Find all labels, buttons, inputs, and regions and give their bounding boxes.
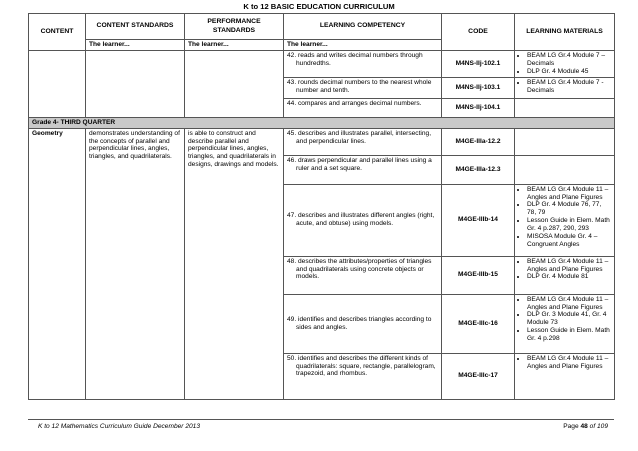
- learner-label-ps: The learner...: [185, 40, 284, 51]
- materials-cell: [515, 294, 615, 353]
- code-cell: M4NS-IIj-102.1: [442, 51, 515, 78]
- table-row: [29, 128, 615, 155]
- code-cell: M4GE-IIIa-12.3: [442, 155, 515, 184]
- material-item: • BEAM LG Gr.4 Module 11 – Angles and Plane Figures: [527, 258, 611, 274]
- materials-cell: [515, 256, 615, 294]
- footer-guide-title: K to 12 Mathematics Curriculum Guide December 2013: [38, 423, 200, 430]
- materials-cell: [515, 51, 615, 78]
- material-item: • BEAM LG Gr.4 Module 11 – Angles and Plane Figures: [527, 296, 611, 312]
- page-title: K to 12 BASIC EDUCATION CURRICULUM: [243, 2, 395, 11]
- competency-cell: 47. describes and illustrates different angles (right, acute, and obtuse) using models.: [284, 184, 442, 256]
- curriculum-table: [28, 13, 615, 400]
- code-cell: M4GE-IIIc-17: [442, 353, 515, 399]
- learner-label-cs: The learner...: [86, 40, 185, 51]
- material-item: • BEAM LG Gr.4 Module 11 – Angles and Plane Figures: [527, 186, 611, 202]
- material-item: • DLP Gr. 4 Module 81: [527, 273, 611, 281]
- empty-cell: [185, 51, 284, 118]
- page-total: of 109: [589, 423, 608, 430]
- empty-cell: [86, 51, 185, 118]
- material-item: • DLP Gr. 3 Module 41, Gr. 4 Module 73: [527, 311, 611, 327]
- footer-divider: [28, 419, 614, 420]
- materials-cell: [515, 155, 615, 184]
- materials-cell: [515, 184, 615, 256]
- competency-cell: 46. draws perpendicular and parallel lines using a ruler and a set square.: [284, 155, 442, 184]
- material-item: • BEAM LG Gr.4 Module 7 – Decimals: [527, 52, 611, 68]
- competency-cell: 45. describes and illustrates parallel, intersecting, and perpendicular lines.: [284, 128, 442, 155]
- material-item: • Lesson Guide in Elem. Math Gr. 4 p.287, 290, 293: [527, 217, 611, 233]
- material-item: • DLP Gr. 4 Module 45: [527, 68, 611, 76]
- page-word: Page: [563, 423, 579, 430]
- learner-label-lc: The learner...: [284, 40, 442, 51]
- code-cell: M4GE-IIIb-15: [442, 256, 515, 294]
- code-cell: M4GE-IIIc-16: [442, 294, 515, 353]
- materials-cell: [515, 128, 615, 155]
- table-row: [29, 51, 615, 78]
- header-content-standards: CONTENT STANDARDS: [86, 14, 185, 40]
- material-item: • DLP Gr. 4 Module 76, 77, 78, 79: [527, 201, 611, 217]
- material-item: • Lesson Guide in Elem. Math Gr. 4 p.298: [527, 327, 611, 343]
- material-item: • BEAM LG Gr.4 Module 11 – Angles and Plane Figures: [527, 355, 611, 371]
- materials-cell: [515, 98, 615, 117]
- header-learning-competency: LEARNING COMPETENCY: [284, 14, 442, 40]
- header-learning-materials: LEARNING MATERIALS: [515, 14, 615, 51]
- competency-cell: 42. reads and writes decimal numbers through hundredths.: [284, 51, 442, 78]
- materials-cell: [515, 77, 615, 98]
- header-performance-standards: PERFORMANCE STANDARDS: [185, 14, 284, 40]
- code-cell: M4GE-IIIa-12.2: [442, 128, 515, 155]
- header-content: CONTENT: [29, 14, 86, 51]
- code-cell: M4NS-IIj-104.1: [442, 98, 515, 117]
- quarter-row: [29, 117, 615, 128]
- performance-standard-cell: is able to construct and describe parallel and perpendicular lines, angles, triangles, and quadrilaterals in designs, drawings and models.: [185, 128, 284, 399]
- content-standard-cell: demonstrates understanding of the concepts of parallel and perpendicular lines, angles, triangles, and quadrilaterals.: [86, 128, 185, 399]
- competency-cell: 49. identifies and describes triangles according to sides and angles.: [284, 294, 442, 353]
- competency-cell: 44. compares and arranges decimal numbers.: [284, 98, 442, 117]
- header-code: CODE: [442, 14, 515, 51]
- materials-cell: [515, 353, 615, 399]
- content-geometry: Geometry: [29, 128, 86, 399]
- competency-cell: 48. describes the attributes/properties of triangles and quadrilaterals using concrete objects or models.: [284, 256, 442, 294]
- quarter-label: Grade 4- THIRD QUARTER: [29, 117, 615, 128]
- code-cell: M4GE-IIIb-14: [442, 184, 515, 256]
- empty-cell: [29, 51, 86, 118]
- competency-cell: 50. identifies and describes the different kinds of quadrilaterals: square, rectangle, parallelogram, trapezoid, and rhombus.: [284, 353, 442, 399]
- competency-cell: 43. rounds decimal numbers to the nearest whole number and tenth.: [284, 77, 442, 98]
- page-number: 48: [580, 423, 588, 430]
- material-item: • BEAM LG Gr.4 Module 7 - Decimals: [527, 79, 611, 95]
- code-cell: M4NS-IIj-103.1: [442, 77, 515, 98]
- material-item: • MISOSA Module Gr. 4 – Congruent Angles: [527, 233, 611, 249]
- footer-page-number: [563, 423, 608, 430]
